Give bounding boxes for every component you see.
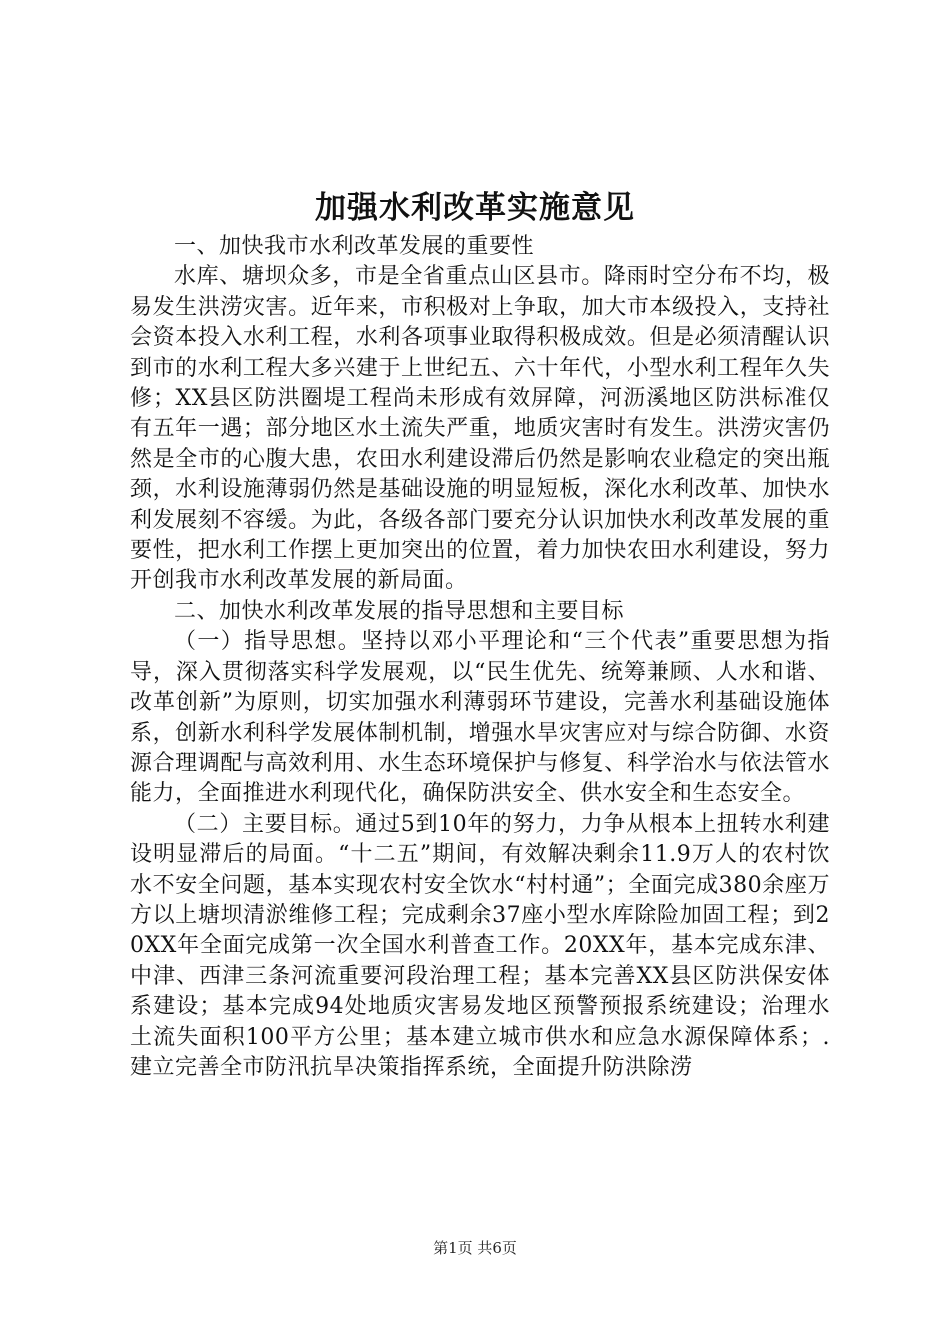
paragraph-importance: 水库、塘坝众多，市是全省重点山区县市。降雨时空分布不均，极易发生洪涝灾害。近年来，市积极对上争取，加大市本级投入，支持社会资本投入水利工程，水利各项事业取得积极成效。但是必须清醒认识到市的水利工程大多兴建于上世纪五、六十年代，小型水利工程年久失修；XX县区防洪圈堤工程尚未形成有效屏障，河沥溪地区防洪标准仅有五年一遇；部分地区水土流失严重，地质灾害时有发生。洪涝灾害仍然是全市的心腹大患，农田水利建设滞后仍然是影响农业稳定的突出瓶颈，水利设施薄弱仍然是基础设施的明显短板，深化水利改革、加快水利发展刻不容缓。为此，各级各部门要充分认识加快水利改革发展的重要性，把水利工作摆上更加突出的位置，着力加快农田水利建设，努力开创我市水利改革发展的新局面。 <box>130 264 830 594</box>
page-number-footer: 第1页 共6页 <box>433 1239 517 1257</box>
document-title: 加强水利改革实施意见 <box>315 190 635 226</box>
paragraph-guiding-ideology: （一）指导思想。坚持以邓小平理论和“三个代表”重要思想为指导，深入贯彻落实科学发展观，以“民生优先、统筹兼顾、人水和谐、改革创新”为原则，切实加强水利薄弱环节建设，完善水利基础设施体系，创新水利科学发展体制机制，增强水旱灾害应对与综合防御、水资源合理调配与高效利用、水生态环境保护与修复、科学治水与依法管水能力，全面推进水利现代化，确保防洪安全、供水安全和生态安全。 <box>130 629 830 807</box>
section-heading-2: 二、加快水利改革发展的指导思想和主要目标 <box>174 598 625 624</box>
document-body <box>130 232 830 1083</box>
paragraph-main-goals: （二）主要目标。通过5到10年的努力，力争从根本上扭转水利建设明显滞后的局面。“十二五”期间，有效解决剩余11.9万人的农村饮水不安全问题，基本实现农村安全饮水“村村通”；全面完成380余座万方以上塘坝清淤维修工程；完成剩余37座小型水库除险加固工程；到20XX年全面完成第一次全国水利普查工作。20XX年，基本完成东津、中津、西津三条河流重要河段治理工程；基本完善XX县区防洪保安体系建设；基本完成94处地质灾害易发地区预警预报系统建设；治理水土流失面积100平方公里；基本建立城市供水和应急水源保障体系；.建立完善全市防汛抗旱决策指挥系统，全面提升防洪除涝 <box>130 811 830 1080</box>
section-heading-1: 一、加快我市水利改革发展的重要性 <box>174 234 535 259</box>
